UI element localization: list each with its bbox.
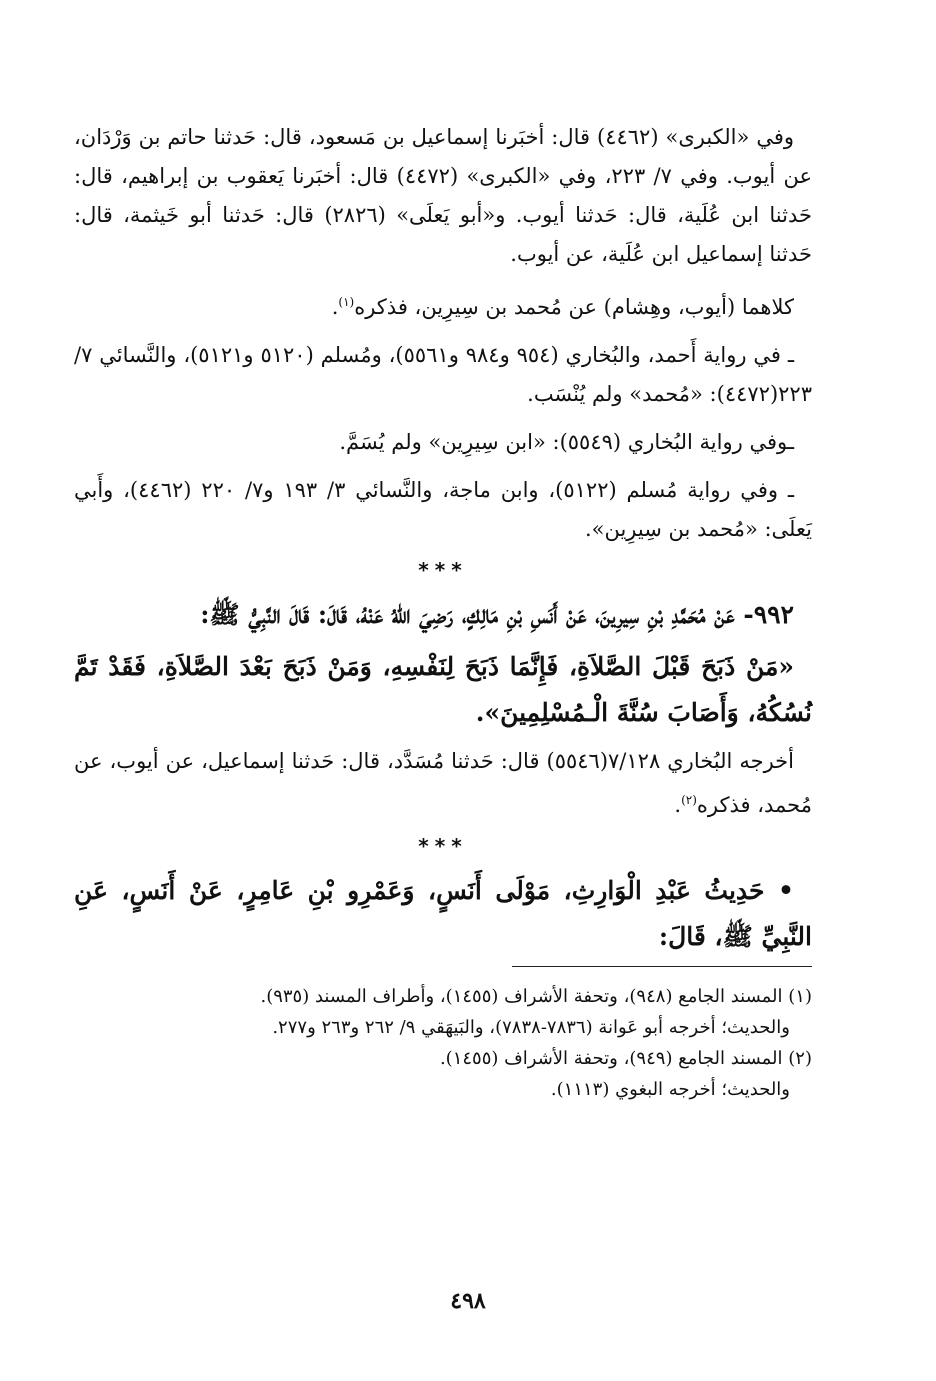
- paragraph-takhrij-text: أخرجه البُخاري ٧/١٢٨(٥٥٤٦) قال: حَدثنا مُسَدَّد، قال: حَدثنا إسماعيل، عن أيوب، عن مُحمد، فذكره: [74, 749, 812, 817]
- hadith-matn: «مَنْ ذَبَحَ قَبْلَ الصَّلاَةِ، فَإِنَّمَا ذَبَحَ لِنَفْسِهِ، وَمَنْ ذَبَحَ بَعْدَ الصَّلاَةِ، فَقَدْ تَمَّ نُسُكُهُ، وَأَصَابَ سُنَّةَ الْـمُسْلِمِينَ».: [74, 652, 812, 727]
- footnote-2: (٢) المسند الجامع (٩٤٩)، وتحفة الأشراف (١٤٥٥).: [439, 1048, 812, 1069]
- footnote-2-continued: والحديث؛ أخرجه البغوي (١١١٣).: [550, 1079, 790, 1100]
- paragraph-ahmad: ـ في رواية أَحمد، والبُخاري (٩٥٤ و٩٨٤ و٥٥٦١)، ومُسلم (٥١٢٠ و٥١٢١)، والنَّسائي ٧/ ٢٢٣(٤٤٧٢): «مُحمد» ولم يُنْسَب.: [74, 343, 812, 406]
- section-separator: ***: [418, 558, 468, 582]
- hadith-isnad: ٩٩٢- عَنْ مُحَمَّدِ بْنِ سِيرِينَ، عَنْ أَنَسِ بْنِ مَالِكٍ، رَضِيَ اللهُ عَنْهُ، قَالَ: قَالَ النَّبِيُّ ﷺ:: [200, 600, 794, 629]
- footnote-1: (١) المسند الجامع (٩٤٨)، وتحفة الأشراف (١٤٥٥)، وأطراف المسند (٩٣٥).: [260, 986, 812, 1007]
- footnote-divider: [512, 966, 812, 967]
- paragraph-muslim: ـ وفي رواية مُسلم (٥١٢٢)، وابن ماجة، والنَّسائي ٣/ ١٩٣ و٧/ ٢٢٠ (٤٤٦٢)، وأَبي يَعلَى: «مُحمد بن سِيرِين».: [74, 478, 812, 541]
- paragraph-takhrij: أخرجه البُخاري ٧/١٢٨(٥٥٤٦) قال: حَدثنا مُسَدَّد، قال: حَدثنا إسماعيل، عن أيوب، عن مُحمد، فذكره$^{(٢)}$.: [74, 749, 812, 817]
- paragraph-bukhari: ـوفي رواية البُخاري (٥٥٤٩): «ابن سِيرِين» ولم يُسَمَّ.: [339, 430, 794, 454]
- paragraph-both-text: كلاهما (أيوب، وهِشام) عن مُحمد بن سِيرِين، فذكره: [354, 295, 794, 319]
- footnote-1-continued: والحديث؛ أخرجه أبو عَوانة (٧٨٣٦-٧٨٣٨)، والبَيهَقي ٩/ ٢٦٢ و٢٦٣ و٢٧٧.: [272, 1017, 790, 1038]
- footnote-ref-1[interactable]: (١): [338, 295, 355, 309]
- page-body: [74, 118, 812, 1105]
- hadith-heading: • حَدِيثُ عَبْدِ الْوَارِثِ، مَوْلَى أَنَسٍ، وَعَمْرِو بْنِ عَامِرٍ، عَنْ أَنَسٍ، عَنِ النَّبِيِّ ﷺ، قَالَ:: [74, 876, 812, 951]
- paragraph-sources: وفي «الكبرى» (٤٤٦٢) قال: أخبَرنا إسماعيل بن مَسعود، قال: حَدثنا حاتم بن وَرْدَان، عن أيوب. وفي ٧/ ٢٢٣، وفي «الكبرى» (٤٤٧٢) قال: أخبَرنا يَعقوب بن إبراهيم، قال: حَدثنا ابن عُلَية، قال: حَدثنا أيوب. و«أبو يَعلَى» (٢٨٢٦) قال: حَدثنا أبو خَيثمة، قال: حَدثنا إسماعيل ابن عُلَية، عن أيوب.: [74, 125, 812, 266]
- page-number: ٤٩٨: [450, 1288, 486, 1314]
- paragraph-both: كلاهما (أيوب، وهِشام) عن مُحمد بن سِيرِين، فذكره$^{(١)}$.: [331, 295, 794, 319]
- section-separator-2: ***: [418, 834, 468, 858]
- footnote-ref-2[interactable]: (٢): [681, 793, 697, 807]
